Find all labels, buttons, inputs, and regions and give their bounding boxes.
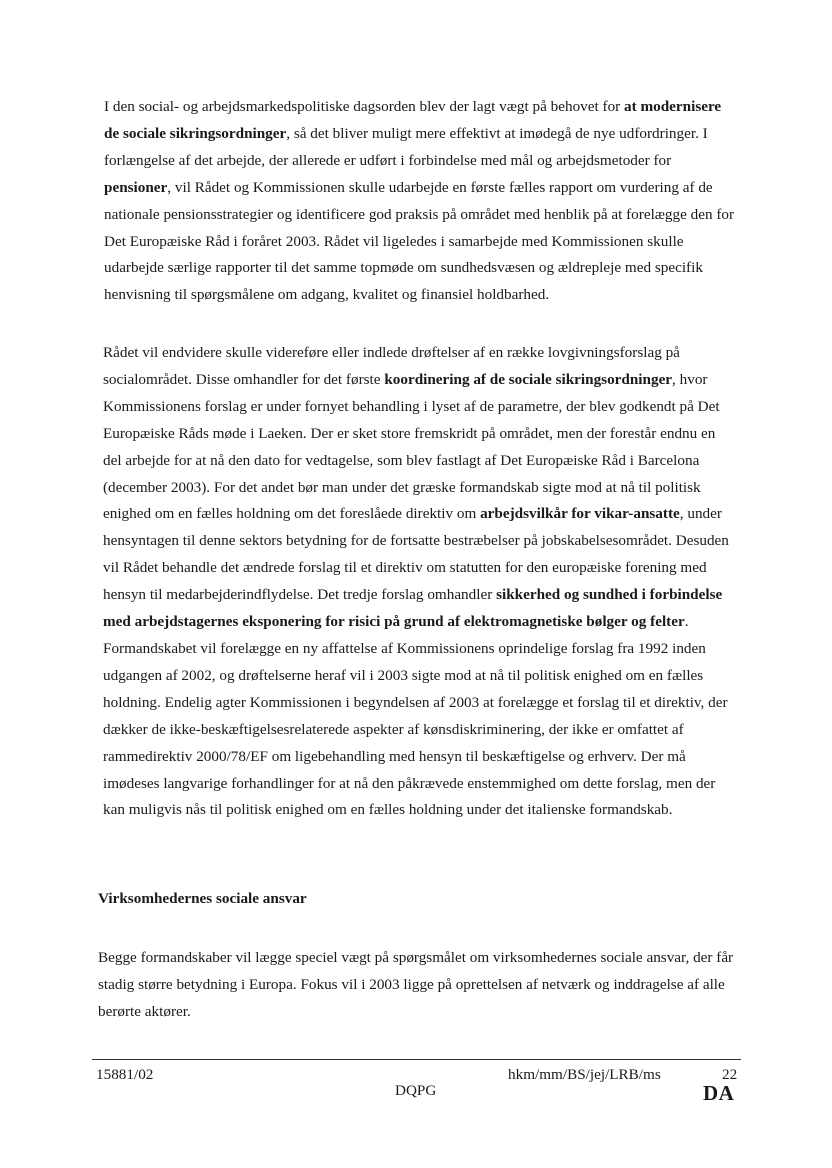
language-code: DA bbox=[703, 1081, 735, 1105]
department-code: DQPG bbox=[395, 1082, 437, 1099]
p2-bold-safety-health: sikkerhed og sundhed i forbindelse med arbejdstagernes eksponering for risici på grund af elektromagnetiske bølger og felter bbox=[103, 586, 723, 631]
p2-text-3: , under hensyntagen til denne sektors betydning for de fortsatte bestræbelser på jobskabelsesområdet. Desuden vil Rådet behandle det ændrede forslag til et direktiv om statutten for den europæiske forening med hensyn til medarbejderindflydelse. Det tredje forslag omhandler bbox=[103, 505, 729, 604]
p2-text-4: . Formandskabet vil forelægge en ny affattelse af Kommissionens oprindelige forslag fra 1992 inden udgangen af 2002, og drøftelserne heraf vil i 2003 sigte mod at nå til politisk enighed om en fælles holdning. Endelig agter Kommissionen i begyndelsen af 2003 at forelægge et forslag til et direktiv, der dækker de ikke-beskæftigelsesrelaterede aspekter af kønsdiskriminering, der ikke er omfattet af rammedirektiv 2000/78/EF om ligebehandling med hensyn til beskæftigelse og erhverv. Der må imødeses langvarige forhandlinger for at nå den påkrævede enstemmighed om dette forslag, men der kan muligvis nås til politisk enighed om en fælles holdning under det italienske formandskab. bbox=[103, 613, 728, 819]
p2-bold-coordination: koordinering af de sociale sikringsordninger bbox=[384, 370, 673, 388]
document-number: 15881/02 bbox=[96, 1066, 154, 1083]
p1-bold-modernise: at modernisere de sociale sikringsordninger bbox=[104, 98, 722, 142]
section-heading: Virksomhedernes sociale ansvar bbox=[98, 890, 307, 907]
paragraph-social-protection bbox=[104, 94, 736, 309]
p1-text-2: , så det bliver muligt mere effektivt at imødegå de nye udfordringer. I forlængelse af det arbejde, der allerede er udført i forbindelse med mål og arbejdsmetoder for bbox=[104, 124, 708, 169]
paragraph-csr: Begge formandskaber vil lægge speciel vægt på spørgsmålet om virksomhedernes sociale ansvar, der får stadig større betydning i Europa. Fokus vil i 2003 ligge på oprettelsen af netværk og inddragelse af alle berørte aktører. bbox=[98, 949, 734, 1020]
p2-text-1: Rådet vil endvidere skulle videreføre eller indlede drøftelser af en række lovgivningsforslag på socialområdet. Disse omhandler for det første bbox=[103, 344, 680, 388]
paragraph-legislative-proposals bbox=[103, 340, 735, 824]
page-number: 22 bbox=[722, 1066, 738, 1083]
p1-text-1: I den social- og arbejdsmarkedspolitiske dagsorden blev der lagt vægt på behovet for bbox=[104, 98, 625, 115]
p1-text-3: , vil Rådet og Kommissionen skulle udarbejde en første fælles rapport om vurdering af de nationale pensionsstrategier og identificere god praksis på området med henblik på at forelægge den for Det Europæiske Råd i foråret 2003. Rådet vil ligeledes i samarbejde med Kommissionen skulle udarbejde særlige rapporter til det samme topmøde om sundhedsvæsen og ældrepleje med specifik henvisning til spørgsmålene om adgang, kvalitet og finansiel holdbarhed. bbox=[104, 178, 735, 304]
p1-bold-pensions: pensioner bbox=[104, 178, 168, 196]
p2-text-2: , hvor Kommissionens forslag er under fornyet behandling i lyset af de parametre, der blev godkendt på Det Europæiske Råds møde i Laeken. Der er sket store fremskridt på området, men der forestår endnu en del arbejde for at nå den dato for vedtagelse, som blev fastlagt af Det Europæiske Råd i Barcelona (december 2003). For det andet bør man under det græske formandskab sigte mod at nå til politisk enighed om en fælles holdning om det foreslåede direktiv om bbox=[103, 370, 720, 523]
footer-divider bbox=[92, 1059, 741, 1060]
author-code: hkm/mm/BS/jej/LRB/ms bbox=[508, 1066, 661, 1083]
p2-bold-temporary-workers: arbejdsvilkår for vikar-ansatte bbox=[480, 505, 680, 523]
